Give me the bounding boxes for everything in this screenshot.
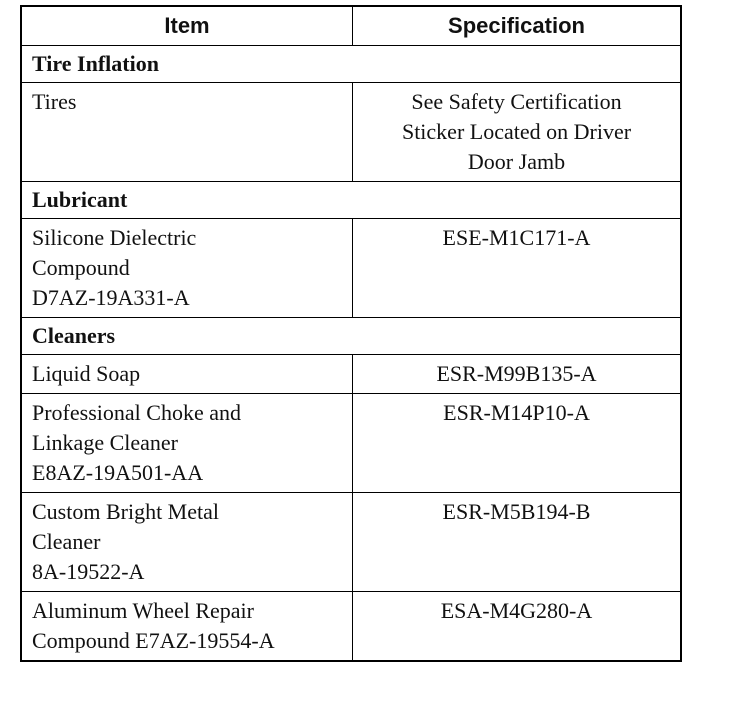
table-row	[21, 355, 681, 394]
item-text: D7AZ-19A331-A	[32, 285, 190, 310]
item-text: Linkage Cleaner	[32, 430, 178, 455]
item-text: Aluminum Wheel Repair	[32, 598, 254, 623]
section-title: Tire Inflation	[21, 46, 681, 83]
specification-cell	[353, 592, 682, 662]
section-row	[21, 46, 681, 83]
specification-text: ESR-M5B194-B	[442, 499, 591, 524]
item-text: Compound E7AZ-19554-A	[32, 628, 275, 653]
specification-text: Door Jamb	[467, 149, 566, 174]
specification-cell	[353, 355, 682, 394]
table-row	[21, 394, 681, 493]
item-text: Cleaner	[32, 529, 101, 554]
item-text: Professional Choke and	[32, 400, 241, 425]
item-text: Custom Bright Metal	[32, 499, 219, 524]
specification-text: ESA-M4G280-A	[440, 598, 593, 623]
table-row	[21, 493, 681, 592]
specification-text: Sticker Located on Driver	[401, 119, 632, 144]
item-cell	[21, 83, 353, 182]
header-row	[21, 6, 681, 46]
section-title: Cleaners	[21, 318, 681, 355]
specification-text: ESR-M99B135-A	[436, 361, 597, 386]
specification-table	[20, 5, 682, 662]
item-cell	[21, 592, 353, 662]
table-body	[21, 46, 681, 662]
specification-cell	[353, 394, 682, 493]
item-text: 8A-19522-A	[32, 559, 145, 584]
item-cell	[21, 493, 353, 592]
specification-text: ESE-M1C171-A	[442, 225, 591, 250]
table-row	[21, 592, 681, 662]
item-cell	[21, 355, 353, 394]
item-cell	[21, 394, 353, 493]
specification-cell	[353, 83, 682, 182]
item-text: Liquid Soap	[32, 361, 141, 386]
specification-cell	[353, 493, 682, 592]
item-text: Tires	[32, 89, 77, 114]
item-text: Silicone Dielectric	[32, 225, 197, 250]
section-row	[21, 318, 681, 355]
item-text: E8AZ-19A501-AA	[32, 460, 204, 485]
specification-text: See Safety Certification	[411, 89, 622, 114]
section-title: Lubricant	[21, 182, 681, 219]
table-row	[21, 83, 681, 182]
specification-column-header: Specification	[353, 6, 682, 46]
item-cell	[21, 219, 353, 318]
section-row	[21, 182, 681, 219]
specification-cell	[353, 219, 682, 318]
specification-text: ESR-M14P10-A	[443, 400, 590, 425]
item-column-header: Item	[21, 6, 353, 46]
table-row	[21, 219, 681, 318]
item-text: Compound	[32, 255, 130, 280]
